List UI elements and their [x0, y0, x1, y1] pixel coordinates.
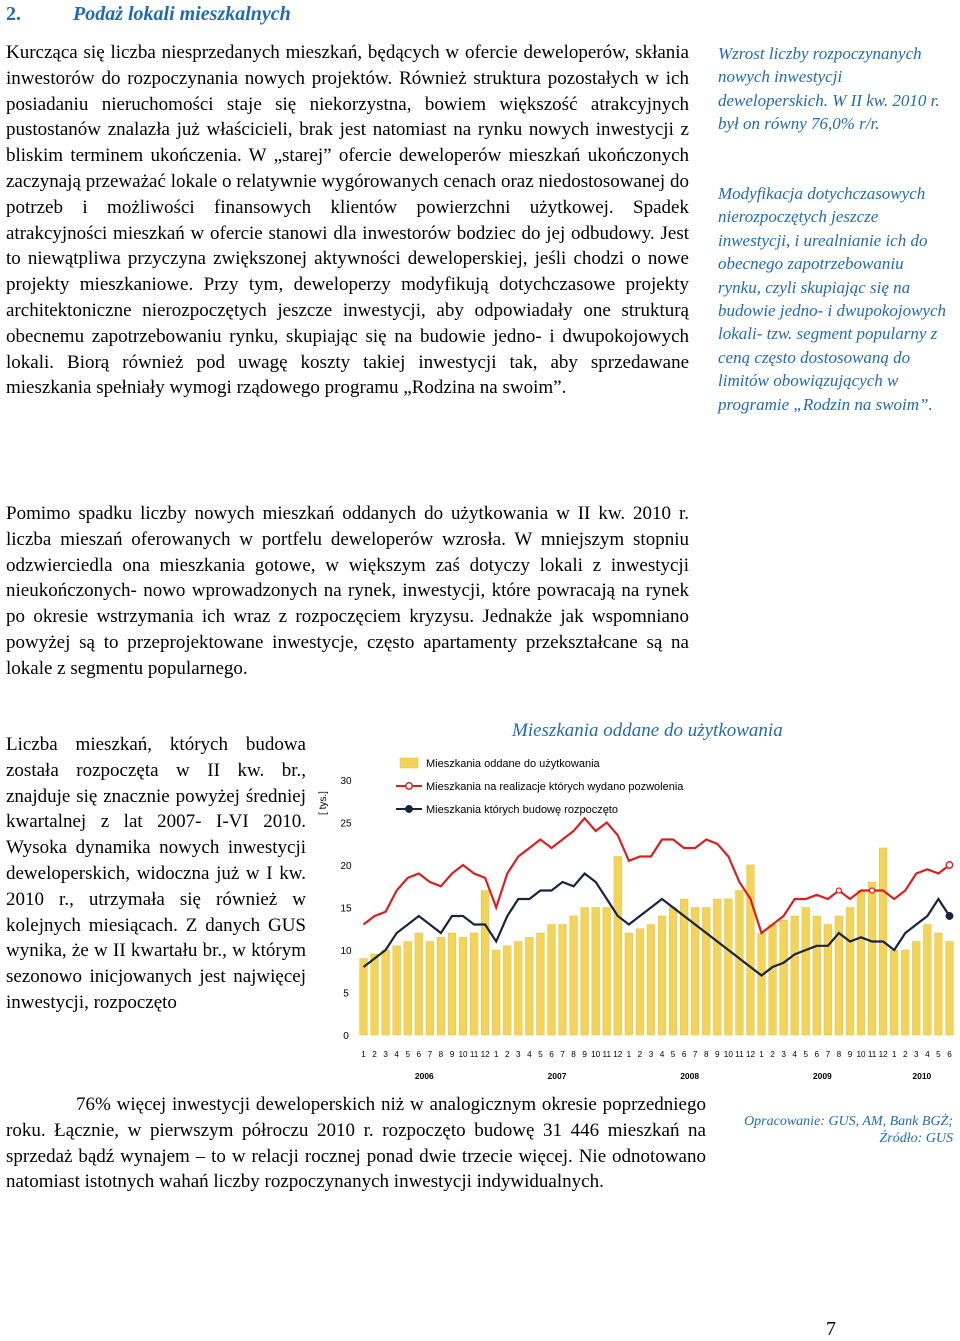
x-tick-label: 10: [723, 1050, 733, 1059]
x-tick-label: 1: [891, 1050, 897, 1059]
paragraph-started-construction: Liczba mieszkań, których budowa została rozpoczęta w II kw. br., znajduje się znacznie powyżej średniej kwartalnej z lat 2007- I-VI 2010. Wysoka dynamika nowych inwestycji deweloperskich, widoczna już w I kw. 2010 r., utrzymała się również w kolejnych miesiącach. Z danych GUS wynika, że w II kwartału br., w którym sezonowo inicjowanych jest najwięcej inwestycji, rozpoczęto: [6, 734, 306, 1013]
bar-completed: [592, 908, 600, 1036]
bar-completed: [614, 857, 622, 1036]
bar-completed: [901, 950, 909, 1035]
x-tick-label: 7: [692, 1050, 698, 1059]
x-tick-label: 8: [836, 1050, 842, 1059]
bar-completed: [868, 882, 876, 1035]
bar-completed: [747, 865, 755, 1035]
x-tick-label: 5: [405, 1050, 411, 1059]
year-label: 2007: [547, 1071, 567, 1081]
bar-completed: [481, 891, 489, 1036]
sidenote-growth: Wzrost liczby rozpoczynanych nowych inwestycji deweloperskich. W II kw. 2010 r. był on równy 76,0% r/r.: [718, 44, 940, 134]
x-tick-label: 5: [538, 1050, 543, 1059]
x-tick-label: 4: [792, 1050, 797, 1059]
legend-swatch-bar: [400, 758, 418, 768]
bar-completed: [769, 925, 777, 1036]
y-tick-label: 25: [340, 818, 352, 830]
x-tick-label: 6: [814, 1050, 820, 1059]
bar-completed: [857, 891, 865, 1036]
y-tick-label: 15: [340, 903, 352, 915]
bar-completed: [625, 933, 633, 1035]
x-tick-label: 4: [527, 1050, 532, 1059]
legend-label: Mieszkania których budowę rozpoczęto: [426, 804, 618, 816]
x-tick-label: 9: [847, 1050, 853, 1059]
x-tick-label: 12: [613, 1050, 623, 1059]
bar-completed: [492, 950, 500, 1035]
x-tick-label: 12: [878, 1050, 888, 1059]
paragraph-supply-intro: Kurcząca się liczba niesprzedanych mieszkań, będących w ofercie deweloperów, skłania inwestorów do rozpoczynania nowych projektów. Również struktura pozostałych w ich posiadaniu nieruchomości staje się niekorzystna, bowiem większość atrakcyjnych pustostanów znalazła już właścicieli, brak jest natomiast na rynku nowych inwestycji z bliskim terminem ukończenia. W „starej” ofercie deweloperów mieszkań ukończonych zaczynają przeważać lokale o relatywnie wygórowanych cenach oraz niedostosowanej do potrzeb i możliwości finansowych klientów powierzchni użytkowej. Spadek atrakcyjności mieszkań w ofercie stanowi dla inwestorów bodziec do jej odbudowy. Jest to niewątpliwa przyczyna zwiększonej aktywności deweloperskiej, jeśli chodzi o nowe projekty mieszkaniowe. Przy tym, deweloperzy modyfikują dotychczasowe projekty architektoniczne nierozpoczętych jeszcze inwestycji, aby odpowiadały one strukturą obecnemu zapotrzebowaniu rynku, skupiając się na budowie jedno- i dwupokojowych lokali. Biorą również pod uwagę koszty takiej inwestycji tak, aby sprzedawane mieszkania spełniały wymogi rządowego programu „Rodzina na swoim”.: [6, 42, 689, 399]
section-number: 2.: [6, 3, 21, 25]
x-tick-label: 1: [361, 1050, 366, 1059]
bar-completed: [890, 950, 898, 1035]
housing-chart: [310, 745, 960, 1090]
chart-title: Mieszkania oddane do użytkowania: [512, 720, 783, 741]
y-tick-label: 20: [340, 861, 352, 872]
x-tick-label: 6: [416, 1050, 422, 1059]
chart-source: Opracowanie: GUS, AM, Bank BGŻ; Źródło: GUS: [744, 1114, 953, 1146]
bar-completed: [382, 950, 390, 1035]
paragraph-started-continued: 76% więcej inwestycji deweloperskich niż w analogicznym okresie poprzedniego roku. Łącznie, w pierwszym półroczu 2010 r. rozpoczęto budowę 31 446 mieszkań na sprzedaż bądź wynajem – to w relacji rocznej ponad dwie trzecie więcej. Nie odnotowano natomiast istotnych wahań liczby rozpoczynanych inwestycji indywidualnych.: [6, 1094, 706, 1193]
year-label: 2008: [680, 1071, 700, 1081]
x-tick-label: 10: [591, 1050, 601, 1059]
section-title: Podaż lokali mieszkalnych: [73, 3, 291, 25]
bar-completed: [548, 925, 556, 1036]
bar-completed: [415, 933, 423, 1035]
x-tick-label: 8: [438, 1050, 444, 1059]
x-tick-label: 10: [856, 1050, 866, 1059]
year-label: 2006: [414, 1071, 434, 1081]
x-tick-label: 2: [902, 1050, 908, 1059]
x-tick-label: 2: [770, 1050, 775, 1059]
y-tick-label: 30: [340, 776, 352, 787]
bar-completed: [393, 946, 401, 1035]
y-tick-label: 0: [343, 1031, 349, 1042]
x-tick-label: 7: [560, 1050, 565, 1059]
permits-point: [836, 888, 841, 893]
x-tick-label: 2: [504, 1050, 510, 1059]
bar-completed: [935, 933, 943, 1035]
year-label: 2010: [912, 1071, 932, 1081]
section-heading: [6, 3, 291, 26]
x-tick-label: 12: [745, 1050, 756, 1059]
sidenote-modification: Modyfikacja dotychczasowych nierozpoczętych jeszcze inwestycji, i urealnianie ich do obecnego zapotrzebowaniu rynku, czyli skupiając się na budowie jedno- i dwupokojowych lokali- tzw. segment popularny z ceną często dostosowaną do limitów obowiązujących w programie „Rodzin na swoim”.: [718, 184, 947, 414]
bar-completed: [702, 908, 710, 1036]
x-tick-label: 1: [759, 1050, 764, 1059]
permits-point: [870, 888, 875, 893]
bar-completed: [669, 908, 677, 1036]
bar-completed: [371, 954, 379, 1035]
x-tick-label: 11: [602, 1050, 611, 1059]
x-tick-label: 3: [648, 1050, 654, 1059]
bar-completed: [758, 933, 766, 1035]
x-tick-label: 8: [571, 1050, 576, 1059]
x-tick-label: 7: [427, 1050, 433, 1059]
bar-completed: [404, 942, 412, 1036]
bar-completed: [846, 908, 854, 1036]
y-tick-label: 10: [340, 946, 352, 957]
x-tick-label: 11: [867, 1050, 877, 1059]
paragraph-completed-offer: Pomimo spadku liczby nowych mieszkań oddanych do użytkowania w II kw. 2010 r. liczba mieszań oferowanych w portfelu deweloperów wzrosła. W mniejszym stopniu odzwierciedla ona mieszkania gotowe, w większym zaś dotyczy lokali z inwestycji nieukończonych- nowo wprowadzonych na rynek, inwestycji, które powracają na rynek po okresie wstrzymania ich wraz z rozpoczęciem kryzysu. Jednakże jak wspomniano powyżej są to przeprojektowane inwestycje, często apartamenty przekształcane są na lokale z segmentu popularnego.: [6, 503, 689, 679]
started-end-point: [946, 913, 952, 919]
bar-completed: [724, 899, 732, 1035]
x-tick-label: 2: [372, 1050, 377, 1059]
x-tick-label: 10: [458, 1050, 468, 1059]
x-tick-label: 4: [394, 1050, 399, 1059]
bar-completed: [459, 937, 467, 1035]
bar-completed: [581, 908, 589, 1036]
x-tick-label: 6: [947, 1050, 952, 1059]
year-label: 2009: [812, 1071, 832, 1081]
y-tick-label: 5: [343, 988, 349, 1000]
x-tick-label: 3: [516, 1050, 521, 1059]
bar-completed: [559, 925, 567, 1036]
bar-completed: [470, 933, 478, 1035]
x-tick-label: 2: [637, 1050, 643, 1059]
legend-label: Mieszkania oddane do użytkowania: [426, 758, 600, 770]
x-tick-label: 1: [626, 1050, 632, 1059]
x-tick-label: 11: [469, 1050, 479, 1059]
y-axis-label: [ tys.]: [318, 791, 329, 815]
x-tick-label: 7: [825, 1050, 831, 1059]
x-tick-label: 4: [659, 1050, 665, 1059]
x-tick-label: 5: [803, 1050, 809, 1059]
legend-swatch-marker: [406, 806, 412, 812]
bar-completed: [603, 908, 611, 1036]
bar-completed: [813, 916, 821, 1035]
x-tick-label: 1: [493, 1050, 499, 1059]
bar-completed: [713, 899, 721, 1035]
bar-completed: [946, 942, 954, 1036]
bar-completed: [514, 942, 522, 1036]
bar-completed: [360, 959, 368, 1036]
bar-completed: [647, 925, 655, 1036]
x-tick-label: 12: [480, 1050, 490, 1059]
x-tick-label: 11: [735, 1050, 744, 1059]
bar-completed: [448, 933, 456, 1035]
x-tick-label: 5: [670, 1050, 676, 1059]
bar-completed: [912, 942, 920, 1036]
bar-completed: [525, 937, 533, 1035]
bar-completed: [503, 946, 511, 1035]
x-tick-label: 9: [715, 1050, 720, 1059]
bar-completed: [791, 916, 799, 1035]
x-tick-label: 6: [549, 1050, 554, 1059]
bar-completed: [658, 916, 666, 1035]
x-tick-label: 3: [781, 1050, 786, 1059]
x-tick-label: 9: [582, 1050, 587, 1059]
bar-completed: [537, 933, 545, 1035]
bar-completed: [923, 925, 931, 1036]
x-tick-label: 4: [925, 1050, 930, 1059]
legend-swatch-marker: [406, 783, 412, 789]
bar-completed: [570, 916, 578, 1035]
x-tick-label: 3: [383, 1050, 388, 1059]
x-tick-label: 8: [703, 1050, 709, 1059]
x-tick-label: 6: [681, 1050, 687, 1059]
permits-end-point: [946, 862, 952, 868]
bar-completed: [780, 920, 788, 1035]
bar-completed: [636, 929, 644, 1035]
bar-completed: [802, 908, 810, 1036]
legend-label: Mieszkania na realizacje których wydano pozwolenia: [426, 781, 684, 793]
x-tick-label: 9: [449, 1050, 455, 1059]
page-number: 7: [826, 1318, 836, 1340]
bar-completed: [736, 891, 744, 1036]
bar-completed: [426, 942, 434, 1036]
bar-completed: [437, 937, 445, 1035]
x-tick-label: 5: [936, 1050, 941, 1059]
x-tick-label: 3: [914, 1050, 919, 1059]
